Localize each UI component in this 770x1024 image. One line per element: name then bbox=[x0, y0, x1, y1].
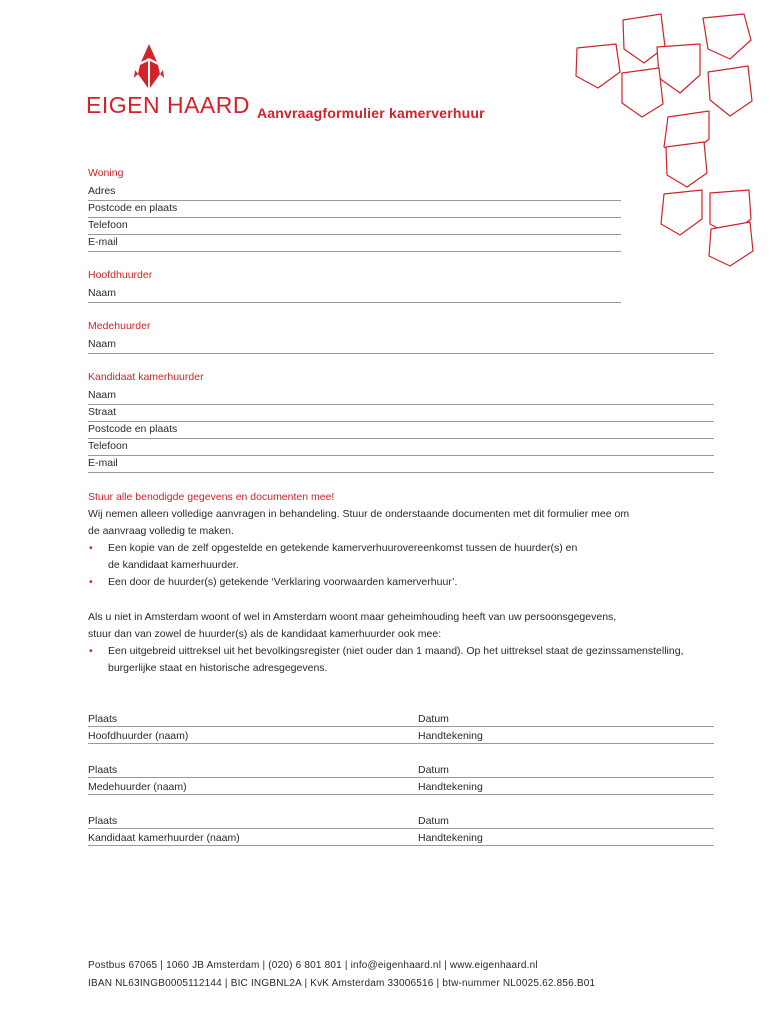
notice-line-2: de aanvraag volledig te maken. bbox=[88, 525, 234, 537]
sig-name-label: Kandidaat kamerhuurder (naam) bbox=[88, 832, 240, 844]
notice-bullet-3 bbox=[88, 643, 748, 677]
brand-name: EIGEN HAARD bbox=[86, 92, 250, 118]
sig-name-label: Medehuurder (naam) bbox=[88, 781, 187, 793]
notice-line-1: Wij nemen alleen volledige aanvragen in behandeling. Stuur de onderstaande documenten met dit formulier mee om bbox=[88, 508, 630, 520]
section-kandidaat-title: Kandidaat kamerhuurder bbox=[88, 371, 204, 383]
medehuurder-fields bbox=[88, 337, 714, 354]
field-kandidaat-telefoon[interactable]: Telefoon bbox=[88, 439, 714, 456]
field-kandidaat-email[interactable]: E-mail bbox=[88, 456, 714, 473]
notice-para2-line-1: Als u niet in Amsterdam woont of wel in Amsterdam woont maar geheimhouding heeft van uw persoonsgegevens, bbox=[88, 611, 617, 623]
woning-fields bbox=[88, 184, 621, 252]
footer-bank-line: IBAN NL63INGB0005112144 | BIC INGBNL2A | KvK Amsterdam 33006516 | btw-nummer NL0025.62.856.B01 bbox=[88, 978, 596, 989]
footer-address-line: Postbus 67065 | 1060 JB Amsterdam | (020) 6 801 801 | info@eigenhaard.nl | www.eigenhaard.nl bbox=[88, 960, 538, 971]
sig-sign-label: Handtekening bbox=[418, 781, 483, 793]
sig-date-label: Datum bbox=[418, 764, 449, 776]
notice-bullet-1-line-1: • Een kopie van de zelf opgestelde en getekende kamerverhuurovereenkomst tussen de huurder(s) en bbox=[108, 542, 578, 554]
section-woning-title: Woning bbox=[88, 167, 124, 179]
sig-line[interactable] bbox=[88, 794, 714, 795]
notice-block bbox=[88, 489, 728, 591]
eigen-haard-logo-icon bbox=[134, 44, 164, 92]
field-telefoon[interactable]: Telefoon bbox=[88, 218, 621, 235]
sig-sign-label: Handtekening bbox=[418, 730, 483, 742]
field-adres[interactable]: Adres bbox=[88, 184, 621, 201]
sig-place-label: Plaats bbox=[88, 815, 118, 827]
field-medehuurder-naam[interactable]: Naam bbox=[88, 337, 714, 354]
hoofdhuurder-fields bbox=[88, 286, 621, 303]
sig-line[interactable] bbox=[88, 828, 714, 829]
field-kandidaat-straat[interactable]: Straat bbox=[88, 405, 714, 422]
kandidaat-fields bbox=[88, 388, 714, 473]
field-hoofdhuurder-naam[interactable]: Naam bbox=[88, 286, 621, 303]
notice-bullet-3-line-2: burgerlijke staat en historische adresgegevens. bbox=[108, 662, 328, 674]
notice-title: Stuur alle benodigde gegevens en documenten mee! bbox=[88, 491, 335, 503]
notice-bullet-1 bbox=[88, 540, 728, 574]
sig-line[interactable] bbox=[88, 726, 714, 727]
section-hoofdhuurder-title: Hoofdhuurder bbox=[88, 269, 153, 281]
field-kandidaat-postcode-plaats[interactable]: Postcode en plaats bbox=[88, 422, 714, 439]
notice-bullet-1-line-2: de kandidaat kamerhuurder. bbox=[108, 559, 239, 571]
sig-sign-label: Handtekening bbox=[418, 832, 483, 844]
field-email[interactable]: E-mail bbox=[88, 235, 621, 252]
sig-place-label: Plaats bbox=[88, 713, 118, 725]
sig-name-label: Hoofdhuurder (naam) bbox=[88, 730, 189, 742]
field-kandidaat-naam[interactable]: Naam bbox=[88, 388, 714, 405]
field-postcode-plaats[interactable]: Postcode en plaats bbox=[88, 201, 621, 218]
notice-paragraph-2 bbox=[88, 609, 748, 677]
notice-bullet-3-line-1: • Een uitgebreid uittreksel uit het bevolkingsregister (niet ouder dan 1 maand). Op het uittreksel staat de gezinssamenstelling, bbox=[108, 645, 684, 657]
notice-para2-line-2: stuur dan van zowel de huurder(s) als de kandidaat kamerhuurder ook mee: bbox=[88, 628, 442, 640]
sig-line[interactable] bbox=[88, 743, 714, 744]
sig-date-label: Datum bbox=[418, 815, 449, 827]
section-medehuurder-title: Medehuurder bbox=[88, 320, 151, 332]
notice-bullet-2: • Een door de huurder(s) getekende ‘Verklaring voorwaarden kamerverhuur’. bbox=[88, 574, 728, 591]
document-title: Aanvraagformulier kamerverhuur bbox=[257, 105, 485, 121]
sig-line[interactable] bbox=[88, 777, 714, 778]
sig-place-label: Plaats bbox=[88, 764, 118, 776]
sig-date-label: Datum bbox=[418, 713, 449, 725]
sig-line[interactable] bbox=[88, 845, 714, 846]
